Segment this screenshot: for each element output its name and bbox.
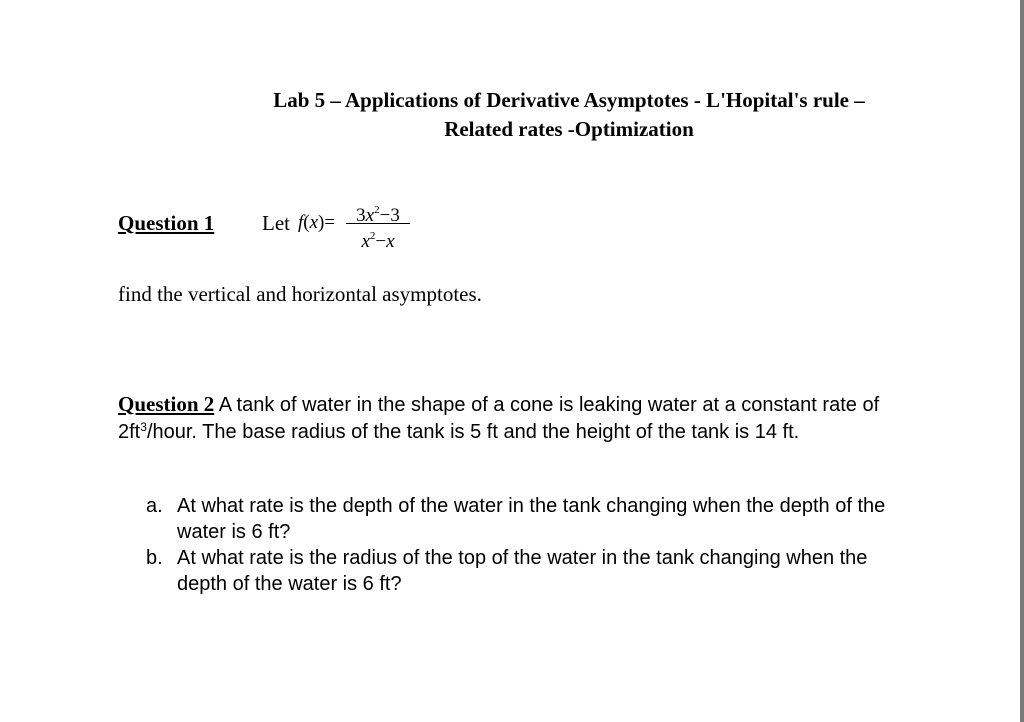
function-variable: x (309, 212, 319, 233)
question-2-paragraph (118, 391, 898, 446)
list-item (146, 545, 886, 597)
question-2-text-part2: /hour. The base radius of the tank is 5 ft and the height of the tank is 14 ft. (146, 421, 800, 443)
question-1-let: Let (262, 211, 290, 235)
function-lhs (298, 212, 335, 234)
fraction-numerator: $3x^2-3$ (356, 204, 400, 226)
fraction-denominator: $x^2-x$ (361, 230, 395, 252)
paren-close: ) (318, 212, 325, 233)
list-item-text: At what rate is the radius of the top of the water in the tank changing when the depth of the water is 6 ft? (177, 547, 868, 595)
function-name: f (298, 212, 304, 233)
list-marker: a. (146, 495, 163, 517)
page-edge (1020, 0, 1024, 722)
list-marker: b. (146, 547, 163, 569)
equals-sign: = (324, 212, 336, 233)
document-title (236, 86, 902, 144)
question-2-label: Question 2 (118, 392, 215, 416)
question-2-text-part1: A tank of water in the shape of a cone is leaking water at a constant rate of 2ft (118, 394, 880, 443)
title-line-1: Lab 5 – Applications of Derivative Asymptotes - L'Hopital's rule – (273, 88, 865, 112)
question-1-label: Question 1 (118, 211, 215, 235)
list-item-text: At what rate is the depth of the water in the tank changing when the depth of the water is 6 ft? (177, 495, 886, 543)
paren-open: ( (303, 212, 310, 233)
title-line-2: Related rates -Optimization (444, 117, 694, 141)
question-1-instruction: find the vertical and horizontal asymptotes. (118, 282, 482, 306)
fraction (346, 199, 410, 252)
question-2-list (146, 493, 886, 597)
list-item (146, 493, 886, 545)
question-2-superscript: 3 (140, 420, 147, 434)
